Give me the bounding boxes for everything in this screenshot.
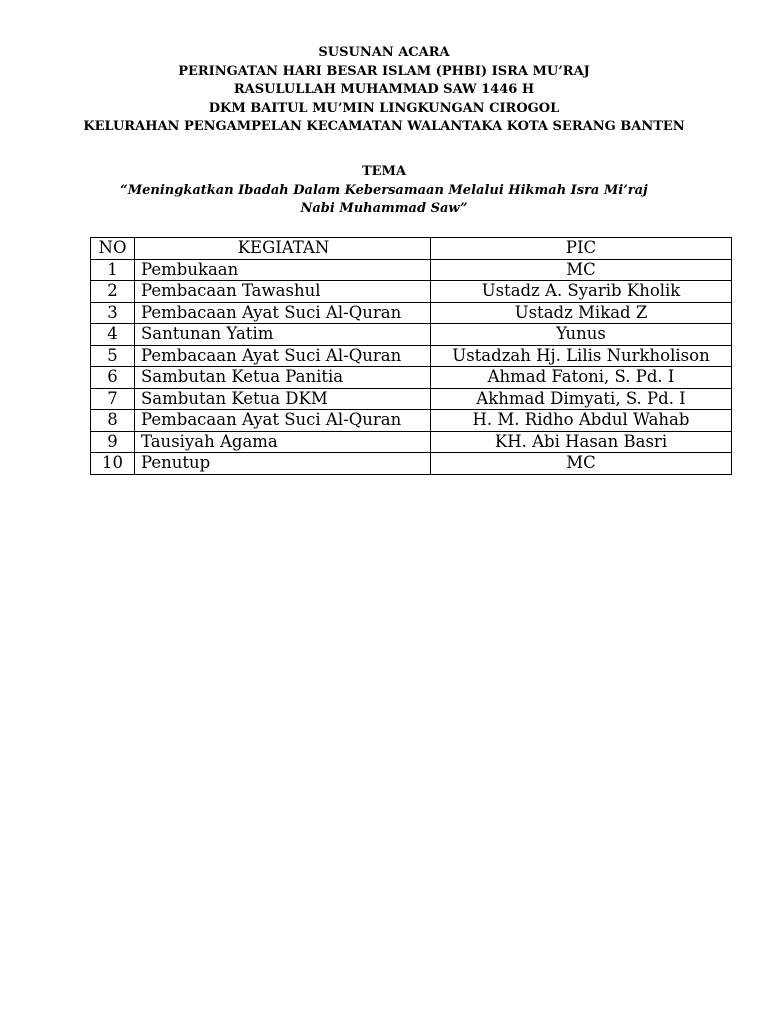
cell-no: 2 [91,281,135,303]
cell-kegiatan: Pembacaan Ayat Suci Al-Quran [135,345,431,367]
cell-no: 6 [91,367,135,389]
cell-pic: MC [431,259,732,281]
header-title: SUSUNAN ACARA [318,45,450,60]
cell-pic: MC [431,453,732,475]
cell-no: 7 [91,388,135,410]
table-row [91,345,732,367]
theme-label: TEMA [361,164,407,179]
cell-pic: Ahmad Fatoni, S. Pd. I [431,367,732,389]
cell-kegiatan: Sambutan Ketua DKM [135,388,431,410]
column-header-kegiatan: KEGIATAN [135,238,431,260]
cell-kegiatan: Santunan Yatim [135,324,431,346]
theme-quote-line-2: Nabi Muhammad Saw” [300,201,468,216]
header-organizer: DKM BAITUL MU’MIN LINGKUNGAN CIROGOL [208,100,560,116]
cell-no: 9 [91,431,135,453]
table-row [91,388,732,410]
header-subtitle: RASULULLAH MUHAMMAD SAW 1446 H [233,82,535,97]
cell-no: 10 [91,453,135,475]
cell-no: 5 [91,345,135,367]
cell-kegiatan: Tausiyah Agama [135,431,431,453]
document-header [0,44,768,137]
cell-pic: H. M. Ridho Abdul Wahab [431,410,732,432]
table-row [91,281,732,303]
cell-kegiatan: Pembacaan Ayat Suci Al-Quran [135,410,431,432]
cell-no: 1 [91,259,135,281]
column-header-no: NO [91,238,135,260]
cell-pic: Ustadz Mikad Z [431,302,732,324]
cell-no: 4 [91,324,135,346]
cell-pic: Akhmad Dimyati, S. Pd. I [431,388,732,410]
theme-quote-line-1: “Meningkatkan Ibadah Dalam Kebersamaan Melalui Hikmah Isra Mi’raj [120,182,648,198]
table-row [91,324,732,346]
agenda-table [90,237,732,475]
cell-pic: KH. Abi Hasan Basri [431,431,732,453]
theme-section [0,163,768,219]
cell-kegiatan: Pembacaan Tawashul [135,281,431,303]
cell-kegiatan: Penutup [135,453,431,475]
cell-no: 3 [91,302,135,324]
cell-kegiatan: Sambutan Ketua Panitia [135,367,431,389]
cell-pic: Ustadz A. Syarib Kholik [431,281,732,303]
header-event: PERINGATAN HARI BESAR ISLAM (PHBI) ISRA MU’RAJ [178,63,590,79]
column-header-pic: PIC [431,238,732,260]
cell-pic: Ustadzah Hj. Lilis Nurkholison [431,345,732,367]
cell-no: 8 [91,410,135,432]
table-row [91,410,732,432]
table-row [91,302,732,324]
header-location: KELURAHAN PENGAMPELAN KECAMATAN WALANTAKA KOTA SERANG BANTEN [83,119,685,134]
cell-kegiatan: Pembukaan [135,259,431,281]
table-row [91,453,732,475]
cell-pic: Yunus [431,324,732,346]
table-row [91,259,732,281]
cell-kegiatan: Pembacaan Ayat Suci Al-Quran [135,302,431,324]
table-header-row [91,238,732,260]
table-row [91,367,732,389]
table-row [91,431,732,453]
